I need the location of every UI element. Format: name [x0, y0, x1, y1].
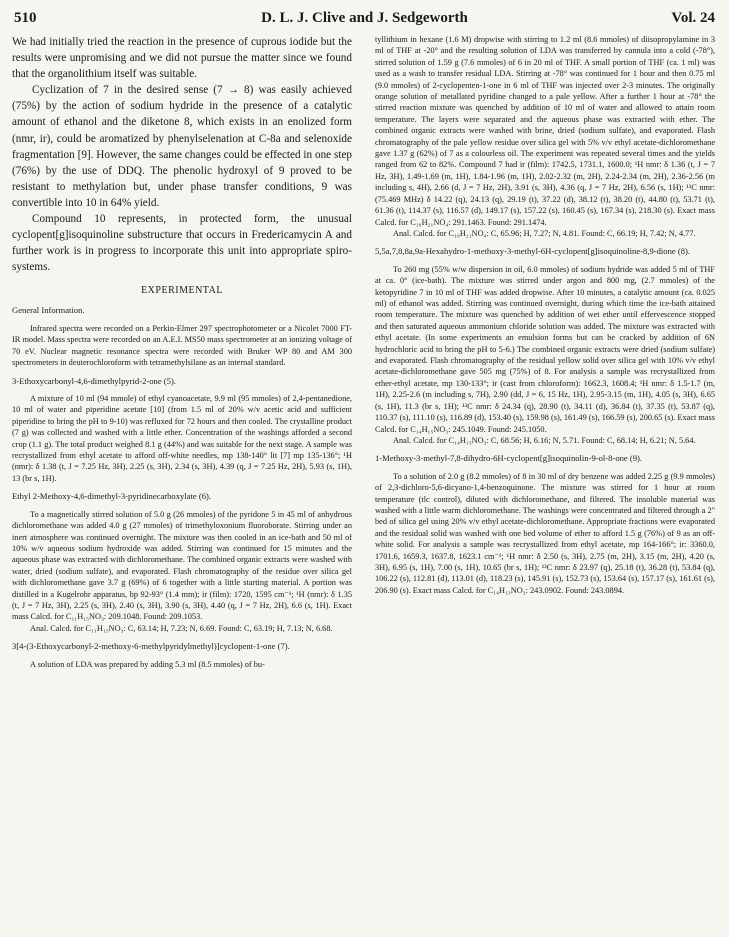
experimental-paragraph: To a magnetically stirred solution of 5.0 g (26 mmoles) of the pyridone 5 in 45 ml of anhydrous dichloromethane was added 4.0 g (27 mmoles) of trimethyloxonium fluoroborate. Stirring under an inert atmosphere was continued overnight. The mixture was then cooled in an ice-bath and 50 ml of 10% w/v aqueous sodium hydroxide was added. Stirring was continued for 15 minutes and the aqueous phase was extracted with dichloromethane. The combined organic extracts were washed with water, dried (sodium sulfate), and evaporated. Flash chromatography of the residue over silica gel with dichloromethane gave 3.7 g (69%) of 6 together with a little starting material. A portion was distilled in a Kugelrohr apparatus, bp 92-93° (1.4 mm); ir (film): 1720, 1595 cm⁻¹; ¹H (nmr): δ 1.35 (t, J = 7 Hz, 3H), 2.25 (s, 3H), 2.40 (s, 3H), 3.90 (s, 3H), 4.40 (q, J = 7 Hz, 2H), 6.6 (s, 1H). Exact mass Calcd. for C₁₁H₁₅NO₃: 209.1048. Found: 209.1053.	[12, 509, 352, 622]
section-subheading: General Information.	[12, 305, 85, 316]
discussion-paragraph: We had initially tried the reaction in the presence of cuprous iodide but the results were unpromising and we did not pursue the matter since we found that the organolithium itself was suitable.	[12, 36, 352, 81]
compound-heading: 5,5a,7,8,8a,9a-Hexahydro-1-methoxy-3-methyl-6H-cyclopent[g]isoquinoline-8,9-dione (8).	[375, 246, 691, 257]
experimental-heading: EXPERIMENTAL	[141, 285, 223, 297]
compound-heading: 1-Methoxy-3-methyl-7,8-dihydro-6H-cyclopent[g]isoquinolin-9-ol-8-one (9).	[375, 453, 643, 464]
page-number: 510	[14, 10, 37, 26]
compound-heading: 3-Ethoxycarbonyl-4,6-dimethylpyrid-2-one (5).	[12, 375, 176, 386]
experimental-paragraph: A mixture of 10 ml (94 mmole) of ethyl cyanoacetate, 9.9 ml (95 mmoles) of 2,4-pentanedione, 10 ml of water and piperidine acetate [10] (from 1.5 ml of 20% w/v acetic acid and sufficient piperidine to bring the pH to 9-10) was refluxed for 72 hours and then cooled. The crystalline product (7 g) was collected and washed with a little ether. Concentration of the washings afforded a second crop (1.1 g). The total product weighed 8.1 g (44%) and was suitable for the next stage. A sample was recrystallized from ethyl acetate to afford off-white needles, mp 138-140° lit [7] mp 135-136°; ¹H (nmr): δ 1.38 (t, J = 7.25 Hz, 3H), 2.25 (s, 3H), 2.34 (s, 3H), 4.39 (q, J = 7.25 Hz, 2H), 5.93 (s, 1H), 13 (br s, 1H).	[12, 394, 352, 483]
experimental-text-continued	[375, 34, 715, 596]
discussion-text	[12, 34, 352, 275]
page-header	[14, 10, 715, 30]
discussion-paragraph: Compound 10 represents, in protected form, the unusual cyclopent[g]isoquinoline substructure that occurs in Fredericamycin A and further work is in progress to incorporate this unit into appropriate spiro-systems.	[12, 213, 352, 274]
running-title: D. L. J. Clive and J. Sedgeworth	[261, 10, 468, 26]
experimental-paragraph: To 260 mg (55% w/w dispersion in oil, 6.0 mmoles) of sodium hydride was added 5 ml of THF at ca. 0° (ice-bath). The mixture was stirred under argon and 800 mg, (2.7 mmoles) of the ketopyridine 7 in 10 ml of THF was added dropwise. After 10 minutes, a catalytic amount (ca. 0.025 ml) of ethanol was added. Stirring was continued overnight, during which time the ice-bath attained room temperature. The mixture was quenched by addition of wet ether until effervescence stopped and then saturated aqueous ammonium chloride solution was added. The mixture was extracted with ethyl acetate. (In some experiments an emulsion forms but can be cracked by addition of 6N hydrochloric acid to bring the pH to 5-6.) The combined organic extracts were dried (sodium sulfate) and evaporated. Flash chromatography of the residual yellow solid over silica gel with 10% v/v ethyl acetate-dichloromethane gave 505 mg (75%) of 8. For analysis a sample was recrystallized from ether-ethyl acetate, mp 130-133°; ir (cast from chloroform): 1662.3, 1608.4; ¹H nmr: δ 1.5-1.7 (m, 1H), 2.25-2.6 (m including s, 7H), 2.90 (dd, J = 6, 15 Hz, 1H), 2.95-3.15 (m, 1H), 4.05 (s, 3H), 6.65 (s, 1H), 11.3 (br s, 1H); ¹³C nmr: δ 24.34 (q), 28.90 (t), 34.11 (d), 36.84 (t), 37.35 (t), 53.87 (q), 110.37 (s), 111.10 (s), 116.89 (d), 153.40 (s), 159.98 (s), 161.49 (s), 166.59 (s), 200.65 (s). Exact mass Calcd. for C₁₄H₁₅NO₃: 245.1049. Found: 245.1050.	[375, 264, 715, 434]
experimental-text	[12, 305, 352, 670]
compound-heading: Ethyl 2-Methoxy-4,6-dimethyl-3-pyridinecarboxylate (6).	[12, 491, 212, 502]
compound-heading: 3[4-(3-Ethoxycarbonyl-2-methoxy-6-methylpyridylmethyl)]cyclopent-1-one (7).	[12, 641, 290, 652]
analysis-paragraph: Anal. Calcd. for C₁₄H₁₅NO₃: C, 68.56; H, 6.16; N, 5.71. Found: C, 68.14; H, 6.21; N, 5.64.	[393, 435, 696, 445]
analysis-paragraph: Anal. Calcd. for C₁₆H₂₁NO₄: C, 65.96; H, 7.27; N, 4.81. Found: C, 66.19; H, 7.42; N, 4.77.	[393, 228, 696, 238]
experimental-paragraph: tyllithium in hexane (1.6 M) dropwise with stirring to 1.2 ml (8.6 mmoles) of diisopropylamine in 3 ml of THF at -20° and the resulting solution of LDA was transferred by cannula into a cold (-78°), stirred solution of 1.59 g (7.6 mmoles) of 6 in 20 ml of THF. A small portion of THF (ca. 1 ml) was used as a wash to transfer residual LDA. Stirring at -78° was continued for 1 hour and then 0.75 ml (9.0 mmoles) of 2-cyclopenten-1-one in 6 ml of THF was injected over 2-3 minutes. The originally orange solution of metallated pyridine changed to a pale yellow. After a further 1 hour at -78° the stirred reaction mixture was quenched by addition of 10 ml of water and allowed to attain room temperature. The layers were separated and the aqueous phase was extracted with ether. The combined organic extracts were washed with brine, dried (sodium sulfate), and evaporated. Flash chromatography of the pale yellow residue over silica gel with 5% v/v ethyl acetate-dichloromethane gave 1.37 g (62%) of 7 as a colourless oil. The experiment was repeated several times and the yields ranged from 62 to 82%. Compound 7 had ir (film): 1742.5, 1731.1, 1600.0; ¹H nmr: δ 1.36 (t, J = 7 Hz, 3H), 1.49-1.69 (m, 1H), 1.84-1.96 (m, 1H), 2.02-2.32 (m, 2H), 2.24-2.34 (m, 2H), 2.36-2.56 (m including s, 4H), 2.66 (d, J = 7 Hz, 2H), 3.91 (s, 3H), 4.36 (q, J = 7 Hz, 2H), 6.56 (s, 1H); ¹³C nmr: (75.469 MHz) δ 14.22 (q), 24.13 (q), 29.19 (t), 37.22 (d), 38.12 (t), 38.20 (t), 44.80 (t), 53.71 (t), 61.36 (t), 114.37 (s), 116.57 (d), 149.17 (s), 157.22 (s), 160.45 (s), 167.34 (s), 218.30 (s). Exact mass Calcd. for C₁₆H₂₁NO₄: 291.1463. Found: 291.1474.	[375, 35, 715, 227]
analysis-paragraph: Anal. Calcd. for C₁₁H₁₅NO₃: C, 63.14; H, 7.23; N, 6.69. Found: C, 63.19; H, 7.13; N, 6.68.	[30, 623, 333, 633]
experimental-paragraph: A solution of LDA was prepared by adding 5.3 ml (8.5 mmoles) of bu-	[30, 659, 265, 669]
volume-label: Vol. 24	[671, 10, 715, 26]
discussion-paragraph: Cyclization of 7 in the desired sense (7 → 8) was easily achieved (75%) by the action of sodium hydride in the presence of a catalytic amount of ethanol and the diketone 8, which exists in an enolized form (nmr, ir), could be aromatized by phenylselenation at C-8a and selenoxide fragmentation [9]. However, the same changes could be effected in one step (76%) by the use of DDQ. The phenolic hydroxyl of 9 proved to be resistant to methylation but, under phase transfer conditions, 9 was convertible into 10 in 64% yield.	[12, 84, 352, 209]
right-column	[375, 34, 715, 596]
left-column	[12, 34, 352, 670]
experimental-paragraph: Infrared spectra were recorded on a Perkin-Elmer 297 spectrophotometer or a Nicolet 7000 FT-IR model. Mass spectra were recorded on an A.E.I. MS50 mass spectrometer at an ionizing voltage of 70 eV. Nuclear magnetic resonance spectra were recorded with Bruker WP 80 and AM 300 spectrometers in deuterochloroform with tetramethylsilane as an internal standard.	[12, 323, 352, 368]
experimental-paragraph: To a solution of 2.0 g (8.2 mmoles) of 8 in 30 ml of dry benzene was added 2.25 g (9.9 mmoles) of 2,3-dichloro-5,6-dicyano-1,4-benzoquinone. The mixture was stirred for 1 hour at room temperature (tlc control), diluted with dichloromethane, and filtered. The insoluble material was washed with a little warm dichloromethane. The washings were concentrated and filtered through a 2" bed of silica gel using 20% v/v ethyl acetate-dichloromethane. Appropriate fractions were evaporated and the residual solid was washed with one bed volume of ether to afford 1.5 g (76%) of 9 as an off-white solid. For analysis a sample was recrystallized from ethyl acetate, mp 164-166°; ir: 3360.0, 1701.6, 1659.3, 1637.8, 1623.1 cm⁻¹; ¹H nmr: δ 2.50 (s, 3H), 2.75 (m, 2H), 3.15 (m, 2H), 4.20 (s, 3H), 6.95 (s, 1H), 7.00 (s, 1H), 10.65 (br s, 1H); ¹³C nmr: δ 23.97 (q), 25.18 (t), 36.28 (t), 53.84 (q), 106.22 (s), 112.81 (d), 113.01 (d), 118.23 (s), 145.91 (s), 152.73 (s), 153.64 (s), 157.17 (s), 161.61 (s), 206.90 (s). Exact mass Calcd. for C₁₄H₁₃NO₃: 243.0902. Found: 243.0894.	[375, 471, 715, 595]
